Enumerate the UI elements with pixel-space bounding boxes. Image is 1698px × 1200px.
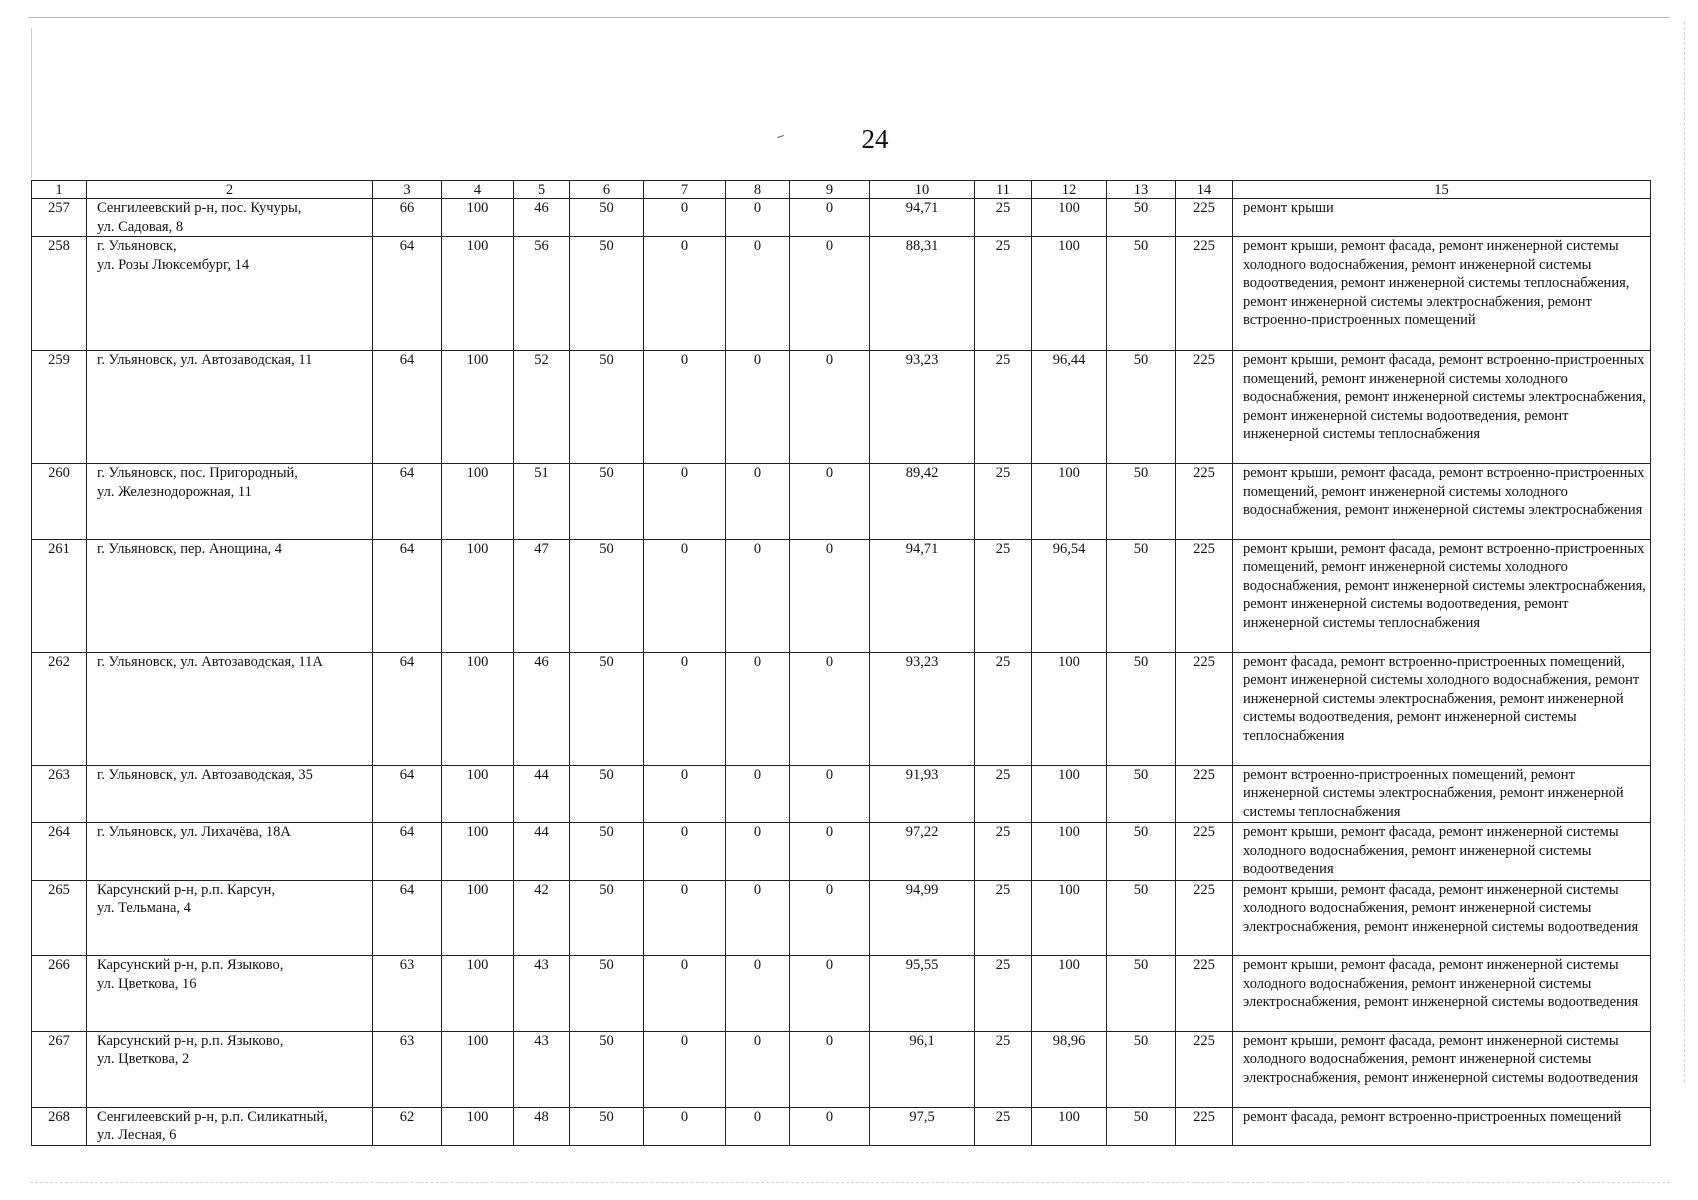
value-cell: 43 <box>514 956 570 1032</box>
row-number-cell: 261 <box>32 539 87 652</box>
works-cell: ремонт крыши, ремонт фасада, ремонт инженерной системы холодного водоснабжения, ремонт инженерной системы водоотведения <box>1233 823 1651 880</box>
value-cell: 0 <box>644 652 726 765</box>
value-cell: 25 <box>975 765 1032 822</box>
address-cell: Карсунский р-н, р.п. Языково, ул. Цветкова, 2 <box>87 1031 373 1107</box>
value-cell: 94,71 <box>870 539 975 652</box>
value-cell: 25 <box>975 199 1032 237</box>
value-cell: 0 <box>790 880 870 956</box>
address-cell: г. Ульяновск, ул. Автозаводская, 35 <box>87 765 373 822</box>
value-cell: 64 <box>373 237 442 351</box>
value-cell: 0 <box>790 765 870 822</box>
value-cell: 50 <box>1107 765 1176 822</box>
value-cell: 44 <box>514 823 570 880</box>
value-cell: 25 <box>975 652 1032 765</box>
row-number-cell: 263 <box>32 765 87 822</box>
value-cell: 100 <box>1032 652 1107 765</box>
value-cell: 25 <box>975 823 1032 880</box>
value-cell: 100 <box>442 956 514 1032</box>
value-cell: 25 <box>975 464 1032 540</box>
value-cell: 225 <box>1176 1107 1233 1145</box>
column-header: 5 <box>514 181 570 199</box>
value-cell: 0 <box>790 199 870 237</box>
value-cell: 50 <box>1107 351 1176 464</box>
value-cell: 0 <box>644 823 726 880</box>
value-cell: 91,93 <box>870 765 975 822</box>
value-cell: 50 <box>1107 237 1176 351</box>
scan-border-right <box>1684 22 1685 1082</box>
value-cell: 50 <box>570 199 644 237</box>
value-cell: 225 <box>1176 199 1233 237</box>
table-row <box>32 1107 1651 1145</box>
value-cell: 100 <box>442 1031 514 1107</box>
address-cell: г. Ульяновск, пер. Анощина, 4 <box>87 539 373 652</box>
column-header: 14 <box>1176 181 1233 199</box>
value-cell: 0 <box>790 351 870 464</box>
value-cell: 50 <box>1107 1107 1176 1145</box>
table-row <box>32 880 1651 956</box>
value-cell: 50 <box>1107 1031 1176 1107</box>
value-cell: 50 <box>570 1031 644 1107</box>
works-cell: ремонт фасада, ремонт встроенно-пристроенных помещений <box>1233 1107 1651 1145</box>
value-cell: 50 <box>1107 199 1176 237</box>
value-cell: 100 <box>1032 199 1107 237</box>
value-cell: 96,54 <box>1032 539 1107 652</box>
value-cell: 225 <box>1176 237 1233 351</box>
value-cell: 42 <box>514 880 570 956</box>
value-cell: 25 <box>975 1031 1032 1107</box>
value-cell: 100 <box>442 237 514 351</box>
value-cell: 225 <box>1176 464 1233 540</box>
value-cell: 0 <box>790 539 870 652</box>
row-number-cell: 262 <box>32 652 87 765</box>
row-number-cell: 258 <box>32 237 87 351</box>
value-cell: 50 <box>570 1107 644 1145</box>
value-cell: 52 <box>514 351 570 464</box>
value-cell: 225 <box>1176 652 1233 765</box>
address-cell: Карсунский р-н, р.п. Карсун, ул. Тельмана, 4 <box>87 880 373 956</box>
table-row <box>32 765 1651 822</box>
column-header: 8 <box>726 181 790 199</box>
row-number-cell: 266 <box>32 956 87 1032</box>
table-row <box>32 464 1651 540</box>
value-cell: 225 <box>1176 539 1233 652</box>
works-cell: ремонт крыши, ремонт фасада, ремонт инженерной системы холодного водоснабжения, ремонт инженерной системы водоотведения, ремонт инженерной системы теплоснабжения, ремонт инженерной системы электроснабжения, ремонт встроенно-пристроенных помещений <box>1233 237 1651 351</box>
scan-border-left <box>31 28 32 178</box>
value-cell: 0 <box>644 765 726 822</box>
value-cell: 97,5 <box>870 1107 975 1145</box>
value-cell: 0 <box>726 880 790 956</box>
table-row <box>32 1031 1651 1107</box>
address-cell: г. Ульяновск, ул. Лихачёва, 18А <box>87 823 373 880</box>
value-cell: 0 <box>790 1031 870 1107</box>
value-cell: 0 <box>726 351 790 464</box>
scan-border-bottom <box>30 1182 1670 1183</box>
value-cell: 0 <box>790 464 870 540</box>
value-cell: 0 <box>644 464 726 540</box>
works-cell: ремонт крыши, ремонт фасада, ремонт встроенно-пристроенных помещений, ремонт инженерной системы холодного водоснабжения, ремонт инженерной системы электроснабжения <box>1233 464 1651 540</box>
value-cell: 25 <box>975 351 1032 464</box>
value-cell: 64 <box>373 823 442 880</box>
value-cell: 0 <box>644 199 726 237</box>
value-cell: 43 <box>514 1031 570 1107</box>
column-header: 12 <box>1032 181 1107 199</box>
value-cell: 89,42 <box>870 464 975 540</box>
value-cell: 225 <box>1176 1031 1233 1107</box>
scan-border-top <box>28 17 1670 18</box>
value-cell: 100 <box>442 199 514 237</box>
address-cell: Сенгилеевский р-н, р.п. Силикатный, ул. Лесная, 6 <box>87 1107 373 1145</box>
value-cell: 0 <box>790 956 870 1032</box>
row-number-cell: 265 <box>32 880 87 956</box>
value-cell: 225 <box>1176 823 1233 880</box>
row-number-cell: 268 <box>32 1107 87 1145</box>
table-row <box>32 351 1651 464</box>
table-header-row <box>32 181 1651 199</box>
column-header: 13 <box>1107 181 1176 199</box>
value-cell: 88,31 <box>870 237 975 351</box>
value-cell: 100 <box>1032 823 1107 880</box>
value-cell: 0 <box>726 237 790 351</box>
value-cell: 64 <box>373 351 442 464</box>
value-cell: 97,22 <box>870 823 975 880</box>
column-header: 4 <box>442 181 514 199</box>
value-cell: 50 <box>1107 539 1176 652</box>
value-cell: 95,55 <box>870 956 975 1032</box>
table-body <box>32 199 1651 1146</box>
table-row <box>32 237 1651 351</box>
value-cell: 50 <box>1107 823 1176 880</box>
value-cell: 47 <box>514 539 570 652</box>
value-cell: 50 <box>570 652 644 765</box>
table-row <box>32 823 1651 880</box>
column-header: 6 <box>570 181 644 199</box>
value-cell: 63 <box>373 1031 442 1107</box>
column-header: 10 <box>870 181 975 199</box>
value-cell: 64 <box>373 652 442 765</box>
value-cell: 0 <box>790 237 870 351</box>
page-number: 24 <box>861 124 889 154</box>
value-cell: 50 <box>570 956 644 1032</box>
column-header: 3 <box>373 181 442 199</box>
value-cell: 0 <box>644 539 726 652</box>
row-number-cell: 257 <box>32 199 87 237</box>
value-cell: 0 <box>644 1031 726 1107</box>
value-cell: 50 <box>1107 464 1176 540</box>
value-cell: 225 <box>1176 880 1233 956</box>
address-cell: г. Ульяновск, пос. Пригородный, ул. Железнодорожная, 11 <box>87 464 373 540</box>
value-cell: 64 <box>373 765 442 822</box>
address-cell: г. Ульяновск, ул. Автозаводская, 11А <box>87 652 373 765</box>
value-cell: 0 <box>726 652 790 765</box>
value-cell: 0 <box>644 956 726 1032</box>
value-cell: 25 <box>975 956 1032 1032</box>
value-cell: 64 <box>373 539 442 652</box>
value-cell: 0 <box>726 1031 790 1107</box>
value-cell: 100 <box>442 539 514 652</box>
value-cell: 100 <box>442 823 514 880</box>
table-row <box>32 539 1651 652</box>
value-cell: 50 <box>570 823 644 880</box>
table-row <box>32 956 1651 1032</box>
works-cell: ремонт встроенно-пристроенных помещений, ремонт инженерной системы электроснабжения, ремонт инженерной системы теплоснабжения <box>1233 765 1651 822</box>
value-cell: 50 <box>570 539 644 652</box>
works-cell: ремонт крыши <box>1233 199 1651 237</box>
column-header: 15 <box>1233 181 1651 199</box>
value-cell: 94,99 <box>870 880 975 956</box>
value-cell: 100 <box>1032 956 1107 1032</box>
row-number-cell: 264 <box>32 823 87 880</box>
value-cell: 0 <box>726 823 790 880</box>
works-cell: ремонт крыши, ремонт фасада, ремонт инженерной системы холодного водоснабжения, ремонт инженерной системы электроснабжения, ремонт инженерной системы водоотведения <box>1233 880 1651 956</box>
value-cell: 25 <box>975 539 1032 652</box>
value-cell: 100 <box>1032 765 1107 822</box>
value-cell: 0 <box>644 1107 726 1145</box>
column-header: 1 <box>32 181 87 199</box>
value-cell: 0 <box>726 464 790 540</box>
value-cell: 225 <box>1176 956 1233 1032</box>
value-cell: 25 <box>975 1107 1032 1145</box>
value-cell: 46 <box>514 652 570 765</box>
value-cell: 44 <box>514 765 570 822</box>
works-cell: ремонт крыши, ремонт фасада, ремонт встроенно-пристроенных помещений, ремонт инженерной системы холодного водоснабжения, ремонт инженерной системы электроснабжения, ремонт инженерной системы водоотведения, ремонт инженерной системы теплоснабжения <box>1233 539 1651 652</box>
value-cell: 50 <box>570 880 644 956</box>
row-number-cell: 260 <box>32 464 87 540</box>
value-cell: 100 <box>442 464 514 540</box>
data-table <box>31 180 1651 1146</box>
value-cell: 0 <box>644 880 726 956</box>
row-number-cell: 267 <box>32 1031 87 1107</box>
value-cell: 46 <box>514 199 570 237</box>
works-cell: ремонт фасада, ремонт встроенно-пристроенных помещений, ремонт инженерной системы холодного водоснабжения, ремонт инженерной системы электроснабжения, ремонт инженерной системы водоотведения, ремонт инженерной системы теплоснабжения <box>1233 652 1651 765</box>
value-cell: 0 <box>726 956 790 1032</box>
address-cell: г. Ульяновск, ул. Розы Люксембург, 14 <box>87 237 373 351</box>
table-row <box>32 652 1651 765</box>
works-cell: ремонт крыши, ремонт фасада, ремонт инженерной системы холодного водоснабжения, ремонт инженерной системы электроснабжения, ремонт инженерной системы водоотведения <box>1233 956 1651 1032</box>
value-cell: 62 <box>373 1107 442 1145</box>
column-header: 7 <box>644 181 726 199</box>
value-cell: 0 <box>790 652 870 765</box>
value-cell: 0 <box>644 351 726 464</box>
works-cell: ремонт крыши, ремонт фасада, ремонт встроенно-пристроенных помещений, ремонт инженерной системы холодного водоснабжения, ремонт инженерной системы электроснабжения, ремонт инженерной системы водоотведения, ремонт инженерной системы теплоснабжения <box>1233 351 1651 464</box>
address-cell: Карсунский р-н, р.п. Языково, ул. Цветкова, 16 <box>87 956 373 1032</box>
value-cell: 50 <box>570 351 644 464</box>
value-cell: 0 <box>726 539 790 652</box>
value-cell: 0 <box>726 765 790 822</box>
value-cell: 0 <box>790 823 870 880</box>
value-cell: 225 <box>1176 765 1233 822</box>
address-cell: Сенгилеевский р-н, пос. Кучуры, ул. Садовая, 8 <box>87 199 373 237</box>
value-cell: 63 <box>373 956 442 1032</box>
value-cell: 100 <box>442 652 514 765</box>
value-cell: 100 <box>1032 1107 1107 1145</box>
value-cell: 50 <box>570 237 644 351</box>
value-cell: 93,23 <box>870 652 975 765</box>
row-number-cell: 259 <box>32 351 87 464</box>
value-cell: 93,23 <box>870 351 975 464</box>
value-cell: 100 <box>1032 464 1107 540</box>
value-cell: 100 <box>1032 237 1107 351</box>
scan-tick-mark <box>777 135 784 138</box>
value-cell: 66 <box>373 199 442 237</box>
value-cell: 225 <box>1176 351 1233 464</box>
column-header: 2 <box>87 181 373 199</box>
value-cell: 64 <box>373 880 442 956</box>
value-cell: 0 <box>726 1107 790 1145</box>
value-cell: 64 <box>373 464 442 540</box>
value-cell: 96,44 <box>1032 351 1107 464</box>
column-header: 11 <box>975 181 1032 199</box>
value-cell: 50 <box>570 464 644 540</box>
value-cell: 48 <box>514 1107 570 1145</box>
value-cell: 100 <box>442 351 514 464</box>
value-cell: 98,96 <box>1032 1031 1107 1107</box>
value-cell: 50 <box>570 765 644 822</box>
address-cell: г. Ульяновск, ул. Автозаводская, 11 <box>87 351 373 464</box>
value-cell: 56 <box>514 237 570 351</box>
value-cell: 50 <box>1107 956 1176 1032</box>
value-cell: 0 <box>644 237 726 351</box>
value-cell: 51 <box>514 464 570 540</box>
value-cell: 25 <box>975 237 1032 351</box>
works-cell: ремонт крыши, ремонт фасада, ремонт инженерной системы холодного водоснабжения, ремонт инженерной системы электроснабжения, ремонт инженерной системы водоотведения <box>1233 1031 1651 1107</box>
table-row <box>32 199 1651 237</box>
value-cell: 50 <box>1107 880 1176 956</box>
column-header: 9 <box>790 181 870 199</box>
value-cell: 0 <box>790 1107 870 1145</box>
value-cell: 100 <box>442 765 514 822</box>
value-cell: 94,71 <box>870 199 975 237</box>
value-cell: 96,1 <box>870 1031 975 1107</box>
value-cell: 50 <box>1107 652 1176 765</box>
value-cell: 25 <box>975 880 1032 956</box>
value-cell: 0 <box>726 199 790 237</box>
value-cell: 100 <box>442 880 514 956</box>
value-cell: 100 <box>1032 880 1107 956</box>
value-cell: 100 <box>442 1107 514 1145</box>
